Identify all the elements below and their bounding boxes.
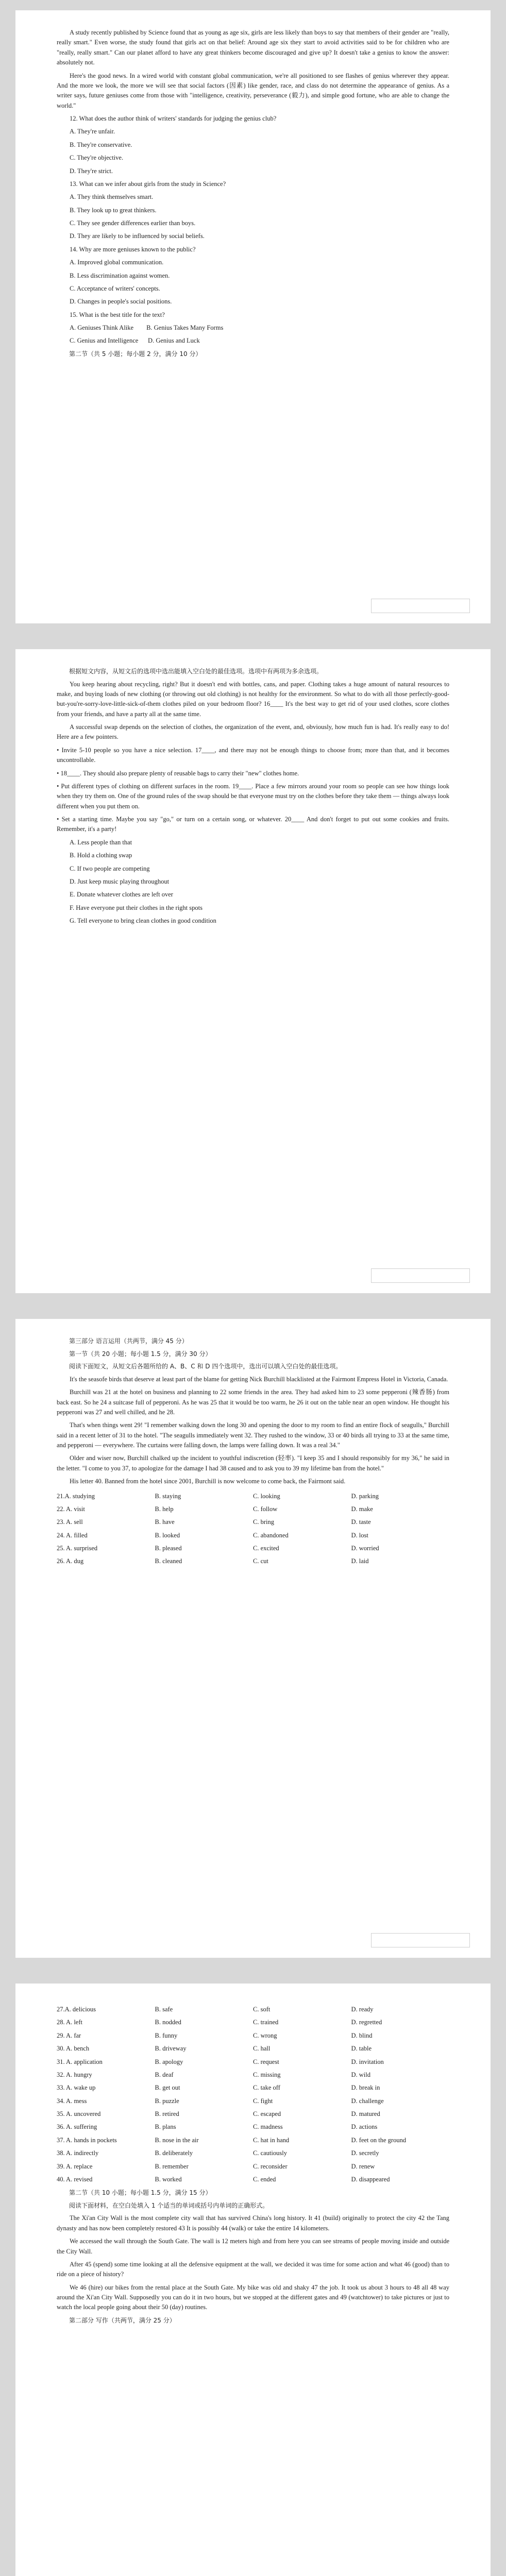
option: D. ready (351, 2006, 374, 2013)
option: C. missing (253, 2071, 281, 2078)
options-list (57, 838, 449, 926)
option: C. fight (253, 2097, 273, 2105)
bullet-item: • Set a starting time. Maybe you say "go," or turn on a certain song, or whatever. 20____ And don't forget to put out some cookies and fruits. Remember, it's a party! (57, 816, 449, 833)
options-row (57, 2056, 449, 2069)
option: 27.A. delicious (57, 2006, 96, 2013)
option: D. parking (351, 1492, 379, 1500)
option: D. taste (351, 1518, 371, 1526)
option: C. looking (253, 1492, 280, 1500)
question-stem: 14. Why are more geniuses known to the public? (70, 245, 196, 253)
option: C. escaped (253, 2110, 281, 2117)
option: E. Donate whatever clothes are left over (70, 891, 173, 899)
bullet-item: • Put different types of clothing on different surfaces in the room. 19____. Place a few mirrors around your room so people can see how things look when they try them on. One of the ground rules of the swap should be that everyone must try on the clothes before they take them — things always look different when you put them on. (57, 782, 449, 810)
option: 35. A. uncovered (57, 2110, 101, 2117)
option: C. hat in hand (253, 2136, 290, 2144)
option: A. Geniuses Think Alike B. Genius Takes Many Forms (70, 324, 224, 331)
option: 30. A. bench (57, 2045, 90, 2053)
option: C. hall (253, 2045, 271, 2053)
section-header: 第二节（共 5 小题；每小题 2 分，满分 10 分） (69, 350, 202, 358)
option: C. trained (253, 2019, 279, 2026)
option: A. They think themselves smart. (70, 193, 154, 201)
page-3 (15, 1319, 491, 1958)
option: B. puzzle (155, 2097, 179, 2105)
passage-paragraph: A study recently published by Science found that as young as age six, girls are less likely than boys to say that members of their gender are "really, really smart." Even worse, the study found that girls act on that belief: Around age six they start to avoid activities said to be for children who are "really, really smart." Can our planet afford to have any great thinkers become discouraged and give up? It doesn't take a genius to know the answer: absolutely not. (57, 29, 449, 66)
option: C. excited (253, 1545, 279, 1552)
option: F. Have everyone put their clothes in the right spots (70, 904, 203, 911)
passage-paragraph: It's the seasofe birds that deserve at least part of the blame for getting Nick Burchill blacklisted at the Fairmont Empress Hotel in Victoria, Canada. (70, 1375, 448, 1383)
option: C. follow (253, 1505, 278, 1513)
passage-paragraph: Older and wiser now, Burchill chalked up the incident to youthful indiscretion (轻率). "I keep 35 and I should responsibly for my 36," he said in the letter. "I come to you 37, to apologize for the damage I had 38 caused and to ask you to 39 my lifetime ban from the hotel." (57, 1454, 449, 1472)
question-stem: 15. What is the best title for the text? (70, 311, 165, 318)
question-14 (57, 245, 449, 307)
option: C. request (253, 2058, 279, 2065)
option: 32. A. hungry (57, 2071, 92, 2078)
options-row (57, 2173, 449, 2186)
option: D. Changes in people's social positions. (70, 298, 172, 306)
answer-box (371, 599, 470, 613)
option: 24. A. filled (57, 1531, 88, 1539)
section-header: 第二节（共 10 小题；每小题 1.5 分，满分 15 分） (69, 2189, 212, 2197)
options-row (57, 2095, 449, 2108)
option: D. break in (351, 2084, 380, 2092)
option: B. They look up to great thinkers. (70, 206, 157, 214)
option: D. actions (351, 2123, 378, 2131)
options-row (57, 2134, 449, 2147)
option: B. They're conservative. (70, 141, 132, 148)
page-1 (15, 10, 491, 623)
options-row (57, 2160, 449, 2173)
option: D. laid (351, 1557, 369, 1565)
options-row (57, 1516, 449, 1529)
instruction: 根据短文内容，从短文后的选项中选出能填入空白处的最佳选项。选项中有两项为多余选项。 (69, 668, 323, 675)
answer-box (371, 1268, 470, 1283)
option: B. nose in the air (155, 2136, 199, 2144)
option: 22. A. visit (57, 1505, 85, 1513)
option: B. safe (155, 2006, 173, 2013)
option: D. secretly (351, 2149, 379, 2157)
option: D. matured (351, 2110, 380, 2117)
passage-paragraph: Here's the good news. In a wired world with constant global communication, we're all positioned to see flashes of genius wherever they appear. And the more we look, the more we will see that social factors (因素) like gender, race, and class do not determine the appearance of genius. As a writer says, future geniuses come from those with "intelligence, creativity, perseverance (毅力), and simple good fortune, who are able to change the world." (57, 72, 449, 109)
option: C. cut (253, 1557, 268, 1565)
option: B. pleased (155, 1545, 182, 1552)
option: 26. A. dug (57, 1557, 84, 1565)
option: 34. A. mess (57, 2097, 87, 2105)
option: 23. A. sell (57, 1518, 83, 1526)
option: B. staying (155, 1492, 181, 1500)
option: D. regretted (351, 2019, 382, 2026)
option: B. Less discrimination against women. (70, 272, 170, 279)
option: 40. A. revised (57, 2175, 93, 2183)
option: B. remember (155, 2162, 189, 2170)
option: C. reconsider (253, 2162, 288, 2170)
option: C. abandoned (253, 1531, 289, 1539)
options-row (57, 2016, 449, 2029)
part-header: 第二部分 写作（共两节，满分 25 分） (69, 2316, 176, 2324)
option: C. wrong (253, 2031, 277, 2039)
options-row (57, 1490, 449, 1503)
part-header: 第三部分 语言运用（共两节，满分 45 分） (69, 1337, 188, 1345)
option: D. Just keep music playing throughout (70, 877, 170, 885)
option: 36. A. suffering (57, 2123, 97, 2131)
option: C. cautiously (253, 2149, 287, 2157)
option: B. cleaned (155, 1557, 182, 1565)
option: 33. A. wake up (57, 2084, 96, 2092)
option: 38. A. indirectly (57, 2149, 99, 2157)
option: B. Hold a clothing swap (70, 852, 132, 859)
option: 28. A. left (57, 2019, 82, 2026)
instruction: 阅读下面材料，在空白处填入 1 个适当的单词或括号内单词的正确形式。 (69, 2201, 269, 2209)
option: B. worked (155, 2175, 182, 2183)
option: 21.A. studying (57, 1492, 95, 1500)
option: B. looked (155, 1531, 180, 1539)
page-4 (15, 1984, 491, 2576)
option: C. soft (253, 2006, 271, 2013)
option: C. Acceptance of writers' concepts. (70, 284, 160, 292)
passage-paragraph: That's when things went 29! "I remember walking down the long 30 and opening the door to my room to find an entire flock of seagulls," Burchill said in a recent letter of 31 to the hotel. "The seagulls immediately went 32. They rushed to the window, 33 or 40 birds all trying to 33 at the same time, and pepperoni — everywhere. The curtains were falling down, the lamps were falling down. It was a real 34." (57, 1421, 449, 1449)
options-row (57, 2042, 449, 2055)
option: B. get out (155, 2084, 180, 2092)
options-row (57, 1529, 449, 1542)
question-stem: 12. What does the author think of writers' standards for judging the genius club? (70, 115, 277, 122)
options-row (57, 2121, 449, 2133)
section-header: 第一节（共 20 小题；每小题 1.5 分，满分 30 分） (69, 1350, 212, 1358)
options-table (57, 2003, 449, 2186)
passage-paragraph: We 46 (hire) our bikes from the rental place at the South Gate. My bike was old and shaky 47 the job. It took us about 3 hours to 48 all 48 way around the Xi'an City Wall. Supposedly you can do it in two hours, but we stopped at the different gates and 49 (watchtower) to take pictures or just to watch the local people going about their 50 (day) routines. (57, 2283, 449, 2311)
option: C. madness (253, 2123, 283, 2131)
option: C. Genius and Intelligence D. Genius and Luck (70, 337, 200, 345)
option: A. They're unfair. (70, 128, 115, 135)
option: C. They're objective. (70, 154, 124, 162)
option: 39. A. replace (57, 2162, 93, 2170)
option: 37. A. hands in pockets (57, 2136, 117, 2144)
option: D. lost (351, 1531, 368, 1539)
passage-paragraph: After 45 (spend) some time looking at all the defensive equipment at the wall, we decided it was time for some action and what 46 (good) than to ride on a piece of history? (57, 2260, 449, 2278)
option: B. funny (155, 2031, 178, 2039)
option: C. take off (253, 2084, 280, 2092)
option: 29. A. far (57, 2031, 81, 2039)
option: B. plans (155, 2123, 176, 2131)
option: D. invitation (351, 2058, 384, 2065)
question-12 (57, 114, 449, 176)
option: B. deaf (155, 2071, 174, 2078)
option: D. renew (351, 2162, 375, 2170)
option: B. have (155, 1518, 175, 1526)
option: C. If two people are competing (70, 865, 150, 872)
passage-paragraph: A successful swap depends on the selection of clothes, the organization of the event, and, obviously, how much fun is had. It's really easy to do! Here are a few pointers. (57, 723, 449, 741)
option: D. They're strict. (70, 167, 113, 175)
passage-paragraph: Burchill was 21 at the hotel on business and planning to 22 some friends in the area. They had asked him to 23 some pepperoni (辣香肠) from back east. So he 24 a suitcase full of pepperoni. As he was 25 that it would be too warm, he 26 it out on the table near an open window. He thought his pepperoni was 27 and well chilled, and he 28. (57, 1388, 449, 1416)
options-row (57, 2081, 449, 2094)
options-table (57, 1490, 449, 1568)
question-stem: 13. What can we infer about girls from the study in Science? (70, 180, 226, 188)
option: D. blind (351, 2031, 373, 2039)
option: B. retired (155, 2110, 179, 2117)
option: D. table (351, 2045, 372, 2053)
option: 31. A. application (57, 2058, 103, 2065)
options-row (57, 2003, 449, 2016)
option: C. ended (253, 2175, 276, 2183)
instruction: 阅读下面短文，从短文后各题所给的 A、B、C 和 D 四个选项中，选出可以填入空白处的最佳选项。 (69, 1363, 342, 1370)
option: D. They are likely to be influenced by social beliefs. (70, 232, 205, 240)
passage-paragraph: His letter 40. Banned from the hotel since 2001, Burchill is now welcome to come back, the Fairmont said. (70, 1478, 346, 1485)
page-2 (15, 649, 491, 1293)
option: B. nodded (155, 2019, 181, 2026)
options-row (57, 2029, 449, 2042)
passage-paragraph: You keep hearing about recycling, right? But it doesn't end with bottles, cans, and paper. Clothing takes a huge amount of natural resources to make, and buying loads of new clothing (or throwing out old clothing) is not healthy for the environment. So what to do with all those perfectly-good-but-you're-sorry-love-little-sick-of-them clothes piled on your bedroom floor? 16____ It's the best way to get rid of your used clothes, score clothes from your friends, and have a party all at the same time. (57, 680, 449, 718)
option: D. make (351, 1505, 373, 1513)
option: A. Less people than that (70, 838, 132, 846)
passage-paragraph: The Xi'an City Wall is the most complete city wall that has survived China's long history. It 41 (build) originally to protect the city 42 the Tang dynasty and has now been completely restored 43 It is possibly 44 (walk) or take the entire 14 kilometers. (57, 2214, 449, 2232)
option: B. apology (155, 2058, 183, 2065)
option: B. driveway (155, 2045, 187, 2053)
options-row (57, 1503, 449, 1516)
option: D. feet on the ground (351, 2136, 407, 2144)
options-row (57, 1542, 449, 1555)
question-13 (57, 179, 449, 242)
option: D. wild (351, 2071, 370, 2078)
options-row (57, 1555, 449, 1568)
option: D. challenge (351, 2097, 384, 2105)
option: A. Improved global communication. (70, 259, 164, 266)
option: D. worried (351, 1545, 379, 1552)
bullet-item: • Invite 5-10 people so you have a nice selection. 17____, and there may not be enough things to choose from; more than that, and it becomes uncontrollable. (57, 746, 449, 764)
option: C. They see gender differences earlier than boys. (70, 219, 196, 227)
options-row (57, 2147, 449, 2160)
options-row (57, 2108, 449, 2121)
question-15 (57, 310, 449, 346)
bullet-item: • 18____. They should also prepare plenty of reusable bags to carry their "new" clothes home. (57, 769, 299, 777)
option: B. deliberately (155, 2149, 193, 2157)
answer-box (371, 1933, 470, 1947)
option: G. Tell everyone to bring clean clothes in good condition (70, 917, 216, 925)
passage-paragraph: We accessed the wall through the South Gate. The wall is 12 meters high and from here you can see streams of people moving inside and outside the City Wall. (57, 2238, 449, 2255)
option: C. bring (253, 1518, 274, 1526)
options-row (57, 2069, 449, 2081)
option: 25. A. surprised (57, 1545, 98, 1552)
option: D. disappeared (351, 2175, 390, 2183)
option: B. help (155, 1505, 174, 1513)
